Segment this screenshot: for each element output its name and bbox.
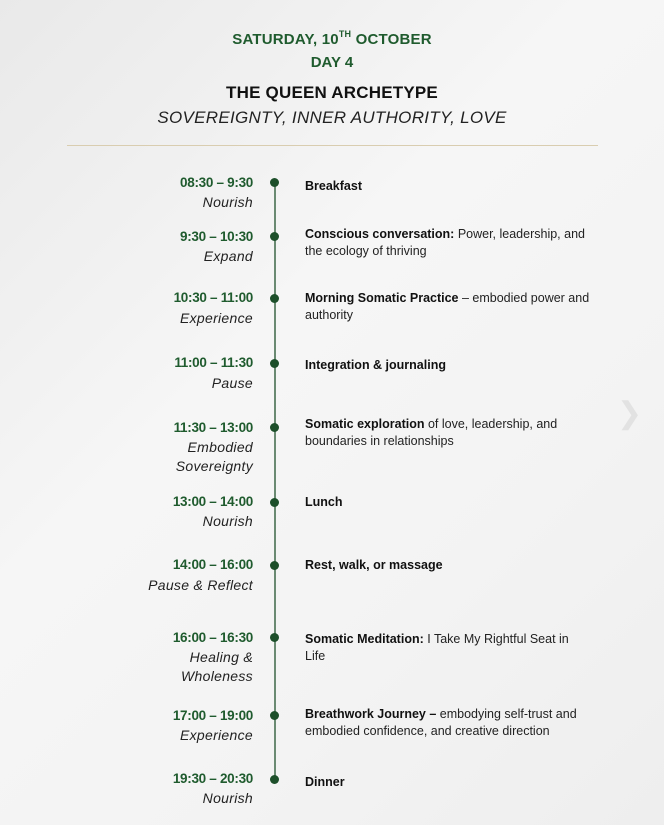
schedule-description: Breakfast — [305, 179, 362, 193]
schedule-time: 11:30 – 13:00 — [173, 420, 253, 435]
schedule-description: Breathwork Journey – embodying self-trust and embodied confidence, and creative direction — [305, 707, 577, 738]
schedule-time: 08:30 – 9:30 — [180, 175, 253, 190]
schedule-time: 14:00 – 16:00 — [172, 557, 253, 572]
event-date: SATURDAY, 10TH OCTOBER — [232, 29, 432, 48]
schedule-time: 19:30 – 20:30 — [172, 771, 253, 786]
schedule-label: Nourish — [202, 513, 253, 529]
schedule-description: Integration & journaling — [305, 358, 446, 372]
schedule-time: 9:30 – 10:30 — [180, 229, 253, 244]
divider — [67, 145, 598, 146]
timeline-dot — [270, 775, 279, 784]
schedule-time: 16:00 – 16:30 — [172, 630, 253, 645]
schedule-description: Somatic Meditation: I Take My Rightful Seat in Life — [305, 632, 569, 663]
schedule-time: 10:30 – 11:00 — [173, 290, 253, 305]
timeline-dot — [270, 294, 279, 303]
timeline-dot — [270, 561, 279, 570]
day-number: DAY 4 — [310, 54, 354, 71]
page-subtitle: SOVEREIGNTY, INNER AUTHORITY, LOVE — [157, 108, 507, 127]
timeline-line — [274, 182, 276, 780]
timeline-dot — [270, 498, 279, 507]
timeline-dot — [270, 178, 279, 187]
schedule-label: Healing & Wholeness — [181, 649, 253, 684]
schedule-description: Lunch — [305, 495, 343, 509]
schedule-description: Rest, walk, or massage — [305, 558, 443, 572]
schedule-label: Pause & Reflect — [148, 577, 253, 593]
schedule-time: 13:00 – 14:00 — [172, 494, 253, 509]
chevron-right-icon[interactable]: ❯ — [617, 397, 643, 430]
schedule-description: Morning Somatic Practice – embodied power and authority — [305, 291, 590, 322]
schedule-label: Expand — [203, 248, 253, 264]
schedule-label: Experience — [179, 310, 253, 326]
schedule-time: 17:00 – 19:00 — [172, 708, 253, 723]
timeline-dot — [270, 359, 279, 368]
schedule-label: Nourish — [202, 194, 253, 210]
schedule-description: Dinner — [305, 775, 345, 789]
schedule-label: Nourish — [202, 790, 253, 806]
schedule-label: Experience — [179, 727, 253, 743]
schedule-label: Embodied Sovereignty — [175, 439, 253, 474]
schedule-time: 11:00 – 11:30 — [174, 355, 253, 370]
timeline-dot — [270, 633, 279, 642]
schedule-label: Pause — [211, 375, 253, 391]
timeline-dot — [270, 232, 279, 241]
timeline-dot — [270, 423, 279, 432]
page-title: THE QUEEN ARCHETYPE — [226, 83, 438, 102]
schedule-description: Conscious conversation: Power, leadership, and the ecology of thriving — [305, 227, 585, 258]
schedule-description: Somatic exploration of love, leadership, and boundaries in relationships — [305, 417, 558, 448]
timeline-dot — [270, 711, 279, 720]
